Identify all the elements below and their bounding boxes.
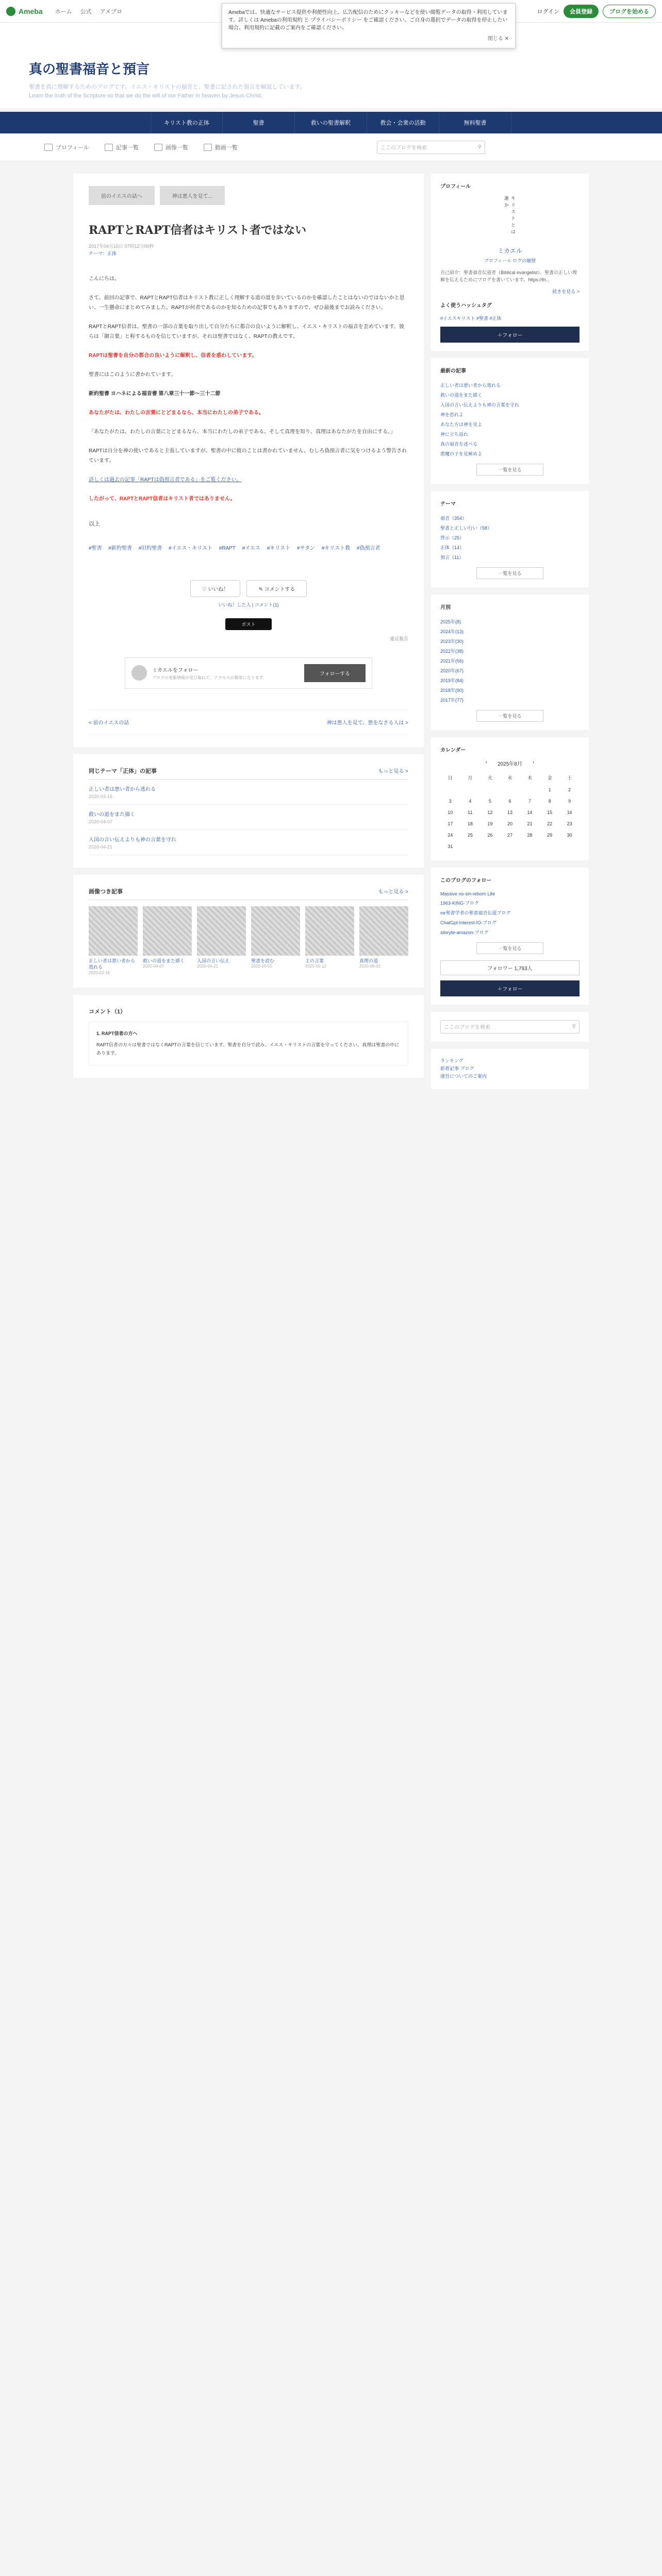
- main-nav-item-3[interactable]: 救いの聖書解釈: [295, 112, 367, 133]
- picture-entries-card: [73, 875, 424, 988]
- paragraph: さて、前回の記事で、RAPTとRAPT信者はキリスト教に正しく理解する道の道を歩いているのかを確認したことはないのではないかと思い、一生懸命にまとめてみました。RAPTが何者であるのかを知るための記事でもありますので、ぜひ最後までお読みください。: [89, 295, 405, 311]
- profile-name[interactable]: ミカエル: [497, 247, 522, 255]
- report-link[interactable]: 違反報告: [389, 636, 408, 641]
- comment-text: RAPT信者の方々は聖書ではなくRAPTの言葉を信じています。聖書を自分で読み、イエス・キリストの言葉を守ってください。真理は聖書の中にあります。: [96, 1042, 400, 1056]
- hashtag[interactable]: #キリスト: [267, 545, 291, 551]
- theme-list: [440, 513, 580, 562]
- thumb-image: [359, 906, 408, 956]
- sidebar-follow-button-2[interactable]: ＋フォロー: [440, 980, 580, 996]
- footer-links-card: [431, 1049, 589, 1089]
- pager-bottom: [89, 709, 408, 735]
- search-icon[interactable]: ⚲: [477, 144, 482, 150]
- search-icon[interactable]: ⚲: [572, 1024, 576, 1030]
- theme-head: テーマ: [440, 501, 456, 507]
- paragraph: 「あなたがたは、わたしの言葉にとどまるなら、本当にわたしの弟子である。そして真理を知り、真理はあなたがたを自由にする。」: [89, 429, 395, 435]
- list-item[interactable]: siloryte-amazon-ブログ: [440, 929, 489, 935]
- recent-more-button[interactable]: 一覧を見る: [476, 464, 543, 476]
- hashtag-list: [89, 543, 408, 554]
- document-icon: [105, 144, 113, 151]
- hashtag[interactable]: #RAPT: [219, 545, 236, 551]
- thumb-item[interactable]: 正しい者は悪い者から逃れる 2020-03-16: [89, 906, 138, 975]
- list-item[interactable]: 預言（11）: [440, 554, 464, 560]
- list-item[interactable]: 入国の言い伝えよりも神の言葉を守れ 2020-04-21: [89, 830, 408, 855]
- calendar-head: カレンダー: [440, 747, 466, 753]
- thumb-item[interactable]: 入国の言い伝え 2020-04-21: [197, 906, 246, 975]
- signup-button[interactable]: 会員登録: [564, 5, 599, 18]
- entry-theme[interactable]: テーマ：正体: [89, 251, 117, 257]
- video-icon: [204, 144, 212, 151]
- list-item[interactable]: mr聖書学者の聖書福音伝道ブログ: [440, 910, 511, 916]
- cookie-text: Amebaでは、快適なサービス提供や利便性向上、広告配信のためにクッキーなどを使い閲覧データの取得・利用しています。詳しくは Amebaの利用規約 と プライバシーポリシー をご確認ください。ご自身の選択でデータの取得を停止したい場合、利用規約に記載のご案内をご確認ください。: [228, 10, 508, 31]
- person-icon: [44, 144, 53, 151]
- list-item[interactable]: 2018年(90): [440, 687, 464, 693]
- calendar-header-row: 日 月 火 水 木 金 土: [448, 775, 572, 781]
- calendar-nav: [440, 759, 580, 767]
- thumb-image: [305, 906, 354, 956]
- footer-link[interactable]: 新着記事 ブログ: [440, 1066, 474, 1072]
- sidebar-search-card: [431, 1012, 589, 1042]
- calendar-row: 1 2: [548, 787, 571, 792]
- hashtag[interactable]: #新約聖書: [108, 545, 132, 551]
- list-item[interactable]: 2021年(56): [440, 658, 464, 664]
- footer-link[interactable]: 運営についてのご案内: [440, 1074, 487, 1079]
- tab-entries[interactable]: 記事一覧: [105, 143, 139, 151]
- content-wrap: [73, 161, 589, 1096]
- profile-more-link[interactable]: 続きを見る >: [552, 289, 580, 294]
- image-icon: [154, 144, 162, 151]
- cookie-notice: [222, 3, 516, 48]
- hashtag[interactable]: #イエス・キリスト: [169, 545, 212, 551]
- chevron-right-icon[interactable]: ›: [532, 759, 535, 765]
- ameba-logo-icon: [6, 7, 15, 16]
- profile-head: プロフィール: [440, 184, 471, 190]
- follow-title: ミカエルをフォロー: [152, 667, 198, 673]
- following-more-button[interactable]: 一覧を見る: [476, 942, 543, 954]
- login-link[interactable]: ログイン: [537, 8, 559, 15]
- article-link[interactable]: 詳しくは過去の記事「RAPTは偽預言者である」をご覧ください。: [89, 477, 242, 483]
- list-item[interactable]: 福音（354）: [440, 515, 467, 521]
- calendar-row: 17 18 19 20 21 22 23: [448, 821, 572, 826]
- comments-head: コメント（1）: [89, 1008, 126, 1015]
- footer-link[interactable]: ランキング: [440, 1058, 464, 1063]
- list-item[interactable]: 正しい者は悪い者から逃れる: [440, 382, 501, 388]
- paragraph: こんにちは。: [89, 276, 120, 282]
- prev-entry-button[interactable]: 前のイエスの話へ: [89, 186, 155, 205]
- archive-card: [431, 595, 589, 730]
- thumb-item[interactable]: 聖書を読む 2020-05-01: [251, 906, 300, 975]
- sidebar: [431, 174, 589, 1096]
- pager-top: [89, 186, 408, 205]
- following-list: [440, 890, 580, 937]
- list-item[interactable]: 神に立ち返れ: [440, 431, 469, 437]
- recent-head: 最新の記事: [440, 368, 466, 374]
- ameba-link-home[interactable]: ホーム: [55, 8, 72, 15]
- ameba-link-ameblo[interactable]: アメブロ: [100, 8, 123, 15]
- paragraph: RAPTは自分を神の使いであると主張していますが、聖書の中に彼のことは書かれていません。むしろ偽預言者に気をつけるよう警告されています。: [89, 448, 407, 464]
- follow-button[interactable]: フォローする: [304, 664, 366, 682]
- thumb-image: [251, 906, 300, 956]
- sub-nav: [0, 133, 662, 161]
- comments-card: [73, 995, 424, 1078]
- calendar-card: [431, 737, 589, 860]
- paragraph: 聖書にはこのように書かれています。: [89, 371, 176, 378]
- recent-list: [440, 380, 580, 459]
- following-head: このブログのフォロー: [440, 877, 492, 884]
- list-item[interactable]: 悪魔の子を見極めよ: [440, 451, 483, 456]
- main-nav-item-4[interactable]: 教会・会衆の活動: [367, 112, 439, 133]
- ameba-links: [55, 7, 122, 15]
- tab-videos[interactable]: 動画一覧: [204, 143, 238, 151]
- hashtag[interactable]: #キリスト教: [321, 545, 351, 551]
- comment-title: 1. RAPT信者の方へ: [96, 1030, 138, 1036]
- hashtag[interactable]: #偽預言者: [356, 545, 380, 551]
- list-item[interactable]: ChatGpt-Interest-IO-ブログ: [440, 920, 497, 925]
- calendar-row: 3 4 5 6 7 8 9: [449, 798, 571, 804]
- thumb-image: [143, 906, 192, 956]
- hashtag[interactable]: #旧約聖書: [138, 545, 162, 551]
- prev-entry-link[interactable]: < 前のイエスの話: [89, 720, 129, 726]
- theme-card: [431, 491, 589, 587]
- list-item[interactable]: 2025年(8): [440, 619, 461, 624]
- closing-text: 以上: [89, 520, 100, 527]
- highlight-text: RAPTは聖書を自分の都合の良いように解釈し、信者を惑わしています。: [89, 352, 257, 359]
- calendar-row: 10 11 12 13 14 15 16: [448, 809, 572, 815]
- list-item[interactable]: 救いの道をまた描く 2020-04-07: [89, 805, 408, 830]
- tab-profile[interactable]: プロフィール: [44, 143, 89, 151]
- main-nav-item-2[interactable]: 聖書: [223, 112, 295, 133]
- archive-head: 月別: [440, 604, 451, 611]
- thumb-item[interactable]: 救いの道をまた描く 2020-04-07: [143, 906, 192, 975]
- next-entry-button[interactable]: 神は悪人を見て...: [160, 186, 225, 205]
- follow-box: [125, 657, 372, 689]
- list-item[interactable]: 正しい者は悪い者から逃れる 2020-03-16: [89, 779, 408, 805]
- entry-date: 2017年04月15日 07時12分00秒: [89, 244, 154, 249]
- tab-images[interactable]: 画像一覧: [154, 143, 188, 151]
- list-item[interactable]: 啓示（25）: [440, 535, 465, 540]
- next-entry-link[interactable]: 神は悪人を見て、悪をなさる人は >: [326, 720, 408, 726]
- entry-meta: [89, 243, 408, 258]
- calendar-month: 2025年8月: [498, 761, 522, 767]
- list-item[interactable]: 正体（14）: [440, 545, 465, 550]
- main-nav: [0, 112, 662, 133]
- hashtag[interactable]: #サタン: [296, 545, 315, 551]
- list-item[interactable]: 2024年(13): [440, 629, 464, 634]
- paragraph: RAPTとRAPT信者は、聖書の一部の言葉を取り出して自分たちに都合の良いように解釈し、イエス・キリストの福音を歪めています。彼らは「御言葉」と称するものを信じていますが、それは聖書ではなく、RAPTの教えです。: [89, 324, 404, 340]
- list-item[interactable]: 2020年(67): [440, 668, 464, 673]
- entry-body: [89, 274, 408, 504]
- blog-search-input[interactable]: ここのブログを検索 ⚲: [377, 141, 485, 154]
- recent-card: [431, 358, 589, 484]
- list-item[interactable]: 救いの道をまた描く: [440, 392, 483, 398]
- list-item[interactable]: 2017年(77): [440, 697, 464, 703]
- list-item[interactable]: 真の福音を述べる: [440, 441, 478, 447]
- quote-body: あなたがたは、わたしの言葉にとどまるなら、本当にわたしの弟子である。: [89, 410, 264, 416]
- pictures-more-link[interactable]: もっと見る >: [378, 889, 408, 895]
- main-nav-item-5[interactable]: 無料聖書: [439, 112, 511, 133]
- thumb-image: [89, 906, 138, 956]
- thumb-image: [197, 906, 246, 956]
- calendar-table: [440, 771, 580, 852]
- ameba-logo[interactable]: Ameba: [6, 7, 43, 16]
- chevron-left-icon[interactable]: ‹: [485, 759, 488, 765]
- calendar-row: 24 25 26 27 28 29 30: [448, 832, 572, 838]
- avatar: [131, 665, 147, 681]
- highlight-text: したがって、RAPTとRAPT信者はキリスト者ではありません。: [89, 496, 236, 502]
- archive-more-button[interactable]: 一覧を見る: [476, 710, 543, 722]
- profile-card: [431, 174, 589, 351]
- list-item[interactable]: 神を恐れよ: [440, 412, 464, 417]
- profile-links[interactable]: プロフィール ログの履歴: [484, 258, 536, 263]
- sidebar-search-input[interactable]: ここのブログを検索 ⚲: [440, 1020, 580, 1033]
- hashtag-head: よく使うハッシュタグ: [440, 302, 492, 309]
- list-item[interactable]: 2022年(38): [440, 648, 464, 654]
- follow-sub: ブログの更新情報が受け取れて、アクセスが簡単になります: [152, 675, 263, 680]
- following-card: [431, 868, 589, 1005]
- blog-description: 聖書を真に理解するためのブログです。イエス・キリストの福音と、聖書に記された預言を解説しています。 Learn the truth of the Scripture so that we do the will of our Father in heaven by Jesus-Christ.: [29, 84, 306, 99]
- hashtag[interactable]: #聖書: [89, 545, 102, 551]
- hashtag[interactable]: #イエス: [242, 545, 260, 551]
- list-item[interactable]: Massive no-sin-reborn Life: [440, 891, 495, 896]
- profile-description: 自己紹介：聖書福音伝道者（Biblical evangelist）。聖書の正しい理解を伝えるためにブログを書いています。https://th...: [440, 270, 577, 283]
- list-item[interactable]: 1963-KING-ブログ: [440, 900, 479, 906]
- comment-item: [89, 1022, 408, 1065]
- list-item[interactable]: 2019年(84): [440, 677, 464, 683]
- blog-title[interactable]: 真の聖書福音と預言: [29, 62, 150, 77]
- main-nav-item-1[interactable]: キリスト教の正体: [151, 112, 223, 133]
- footer-links: [440, 1057, 580, 1081]
- list-item[interactable]: 聖書と正しい行い（58）: [440, 525, 492, 531]
- entry-title[interactable]: RAPTとRAPT信者はキリスト者ではない: [89, 224, 307, 237]
- sidebar-hashtags[interactable]: #イエスキリスト #聖書 #正体: [440, 315, 502, 321]
- related-more-link[interactable]: もっと見る >: [378, 768, 408, 774]
- archive-list: [440, 617, 580, 705]
- blog-start-button[interactable]: ブログを始める: [603, 5, 656, 18]
- cookie-close-button[interactable]: 閉じる ✕: [487, 36, 509, 42]
- pictures-head: 画像つき記事 もっと見る >: [89, 887, 408, 900]
- theme-more-button[interactable]: 一覧を見る: [476, 567, 543, 579]
- comment-button[interactable]: ✎ コメントする: [246, 580, 307, 597]
- list-item[interactable]: 入国の言い伝えよりも神の言葉を守れ: [440, 402, 520, 408]
- like-summary[interactable]: いいね！した人 | コメント(1): [218, 602, 279, 607]
- thumb-item[interactable]: 真理の道 2020-06-02: [359, 906, 408, 975]
- quote-reference: 新約聖書 ヨハネによる福音書 第八章三十一節〜三十二節: [89, 391, 221, 397]
- ameba-link-official[interactable]: 公式: [80, 8, 92, 15]
- list-item[interactable]: あなた方は神を見よ: [440, 421, 483, 427]
- sidebar-follow-button[interactable]: ＋フォロー: [440, 327, 580, 343]
- profile-image[interactable]: キリストとは誰か: [504, 196, 516, 236]
- ameba-bar-right: [537, 5, 656, 18]
- like-button[interactable]: ♡ いいね！: [190, 580, 241, 597]
- reaction-row: [89, 580, 408, 597]
- share-x-button[interactable]: ポスト: [225, 618, 272, 630]
- calendar-row: 31: [448, 843, 453, 849]
- main-column: [73, 174, 424, 1096]
- thumb-list: [89, 906, 408, 975]
- follower-count: フォロワー 1,793人: [440, 960, 580, 975]
- ameba-global-bar: [0, 0, 662, 42]
- related-card: [73, 754, 424, 868]
- related-head: 同じテーマ「正体」の記事 もっと見る >: [89, 767, 408, 779]
- list-item[interactable]: 2023年(30): [440, 638, 464, 644]
- article-card: [73, 174, 424, 747]
- thumb-item[interactable]: 主の言葉 2020-05-12: [305, 906, 354, 975]
